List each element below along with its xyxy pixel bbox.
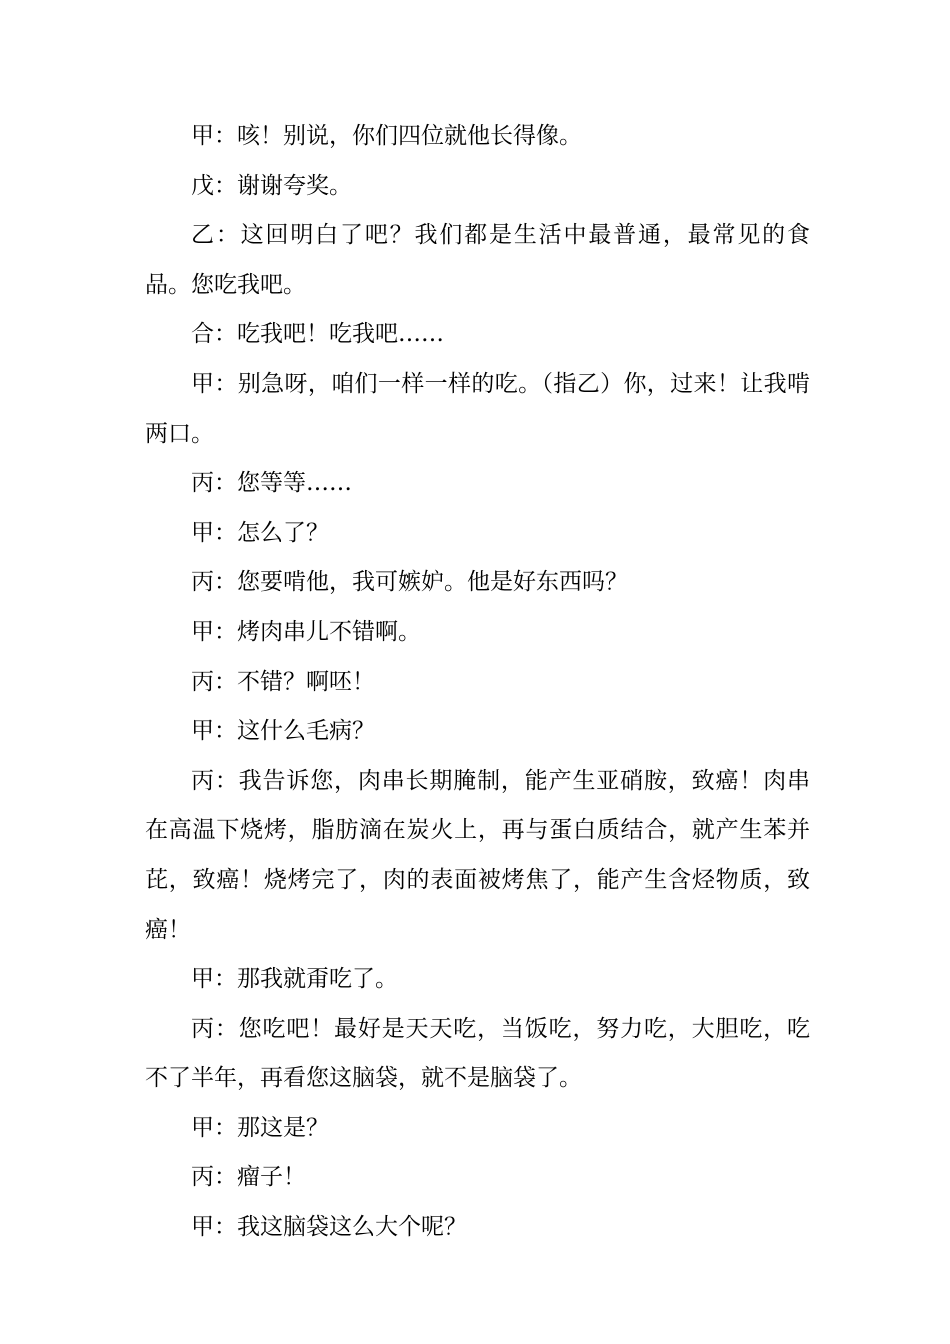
- dialogue-line: 甲：这什么毛病？: [191, 718, 375, 745]
- dialogue-line: 丙：您等等……: [191, 470, 352, 497]
- dialogue-line: 丙：您吃吧！最好是天天吃，当饭吃，努力吃，大胆吃，吃不了半年，再看您这脑袋，就不是脑袋了。: [145, 1015, 810, 1092]
- dialogue-line: 乙：这回明白了吧？我们都是生活中最普通，最常见的食品。您吃我吧。: [145, 222, 810, 298]
- dialogue-line: 甲：那这是？: [191, 1114, 329, 1141]
- dialogue-line: 甲：烤肉串儿不错啊。: [191, 618, 421, 645]
- dialogue-line: 丙：瘤子！: [191, 1164, 306, 1191]
- dialogue-line: 甲：怎么了？: [191, 519, 329, 546]
- dialogue-line: 甲：我这脑袋这么大个呢？: [191, 1214, 467, 1241]
- dialogue-line: 甲：别急呀，咱们一样一样的吃。（指乙）你，过来！让我啃两口。: [145, 370, 810, 447]
- dialogue-line: 丙：您要啃他，我可嫉妒。他是好东西吗？: [191, 569, 628, 596]
- dialogue-line: 丙：不错？啊呸！: [191, 668, 375, 695]
- dialogue-line: 戊：谢谢夸奖。: [191, 172, 352, 199]
- dialogue-line: 合：吃我吧！吃我吧……: [191, 321, 444, 348]
- dialogue-line: 丙：我告诉您，肉串长期腌制，能产生亚硝胺，致癌！肉串在高温下烧烤，脂肪滴在炭火上，再与蛋白质结合，就产生苯并芘，致癌！烧烤完了，肉的表面被烤焦了，能产生含烃物质，致癌！: [145, 767, 810, 943]
- dialogue-line: 甲：咳！别说，你们四位就他长得像。: [191, 123, 582, 149]
- dialogue-line: 甲：那我就甭吃了。: [191, 966, 398, 993]
- dialogue-body: [145, 112, 810, 1253]
